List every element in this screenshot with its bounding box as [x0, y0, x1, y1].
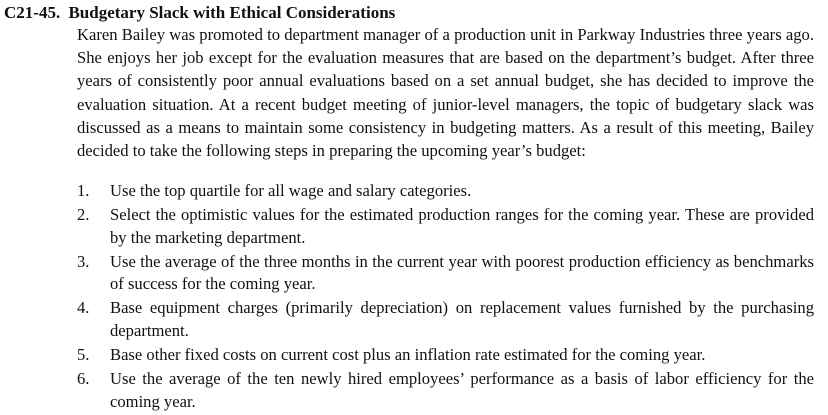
list-item — [77, 204, 814, 249]
list-item-number: 2. — [77, 205, 90, 225]
list-item — [77, 180, 814, 203]
list-item-text: Use the average of the three months in the current year with poorest production efficiency as benchmarks of success for the coming year. — [110, 251, 814, 294]
list-item-number: 1. — [77, 181, 90, 200]
list-item-text: Select the optimistic values for the estimated production ranges for the coming year. These are provided by the marketing department. — [110, 205, 814, 247]
list-item — [77, 297, 814, 342]
list-item-number: 4. — [77, 298, 90, 318]
list-item-number: 6. — [77, 369, 90, 389]
list-item-text: Base other fixed costs on current cost plus an inflation rate estimated for the coming year. — [110, 345, 706, 365]
list-item-number: 5. — [77, 345, 90, 365]
intro-paragraph: Karen Bailey was promoted to department manager of a production unit in Parkway Industries three years ago. She enjoys her job except for the evaluation measures that are based on the department’s budget. After three years of consistently poor annual evaluations based on a set annual budget, she has decided to improve the evaluation situation. At a recent budget meeting of junior-level managers, the topic of budgetary slack was discussed as a means to maintain some consistency in budgeting matters. As a result of this meeting, Bailey decided to take the following steps in preparing the upcoming year’s budget: — [77, 25, 814, 161]
steps-list — [77, 180, 814, 415]
list-item — [77, 251, 814, 296]
case-title: Budgetary Slack with Ethical Considerations — [68, 3, 396, 22]
case-id: C21-45. — [4, 3, 61, 22]
case-heading — [4, 2, 395, 23]
list-item-text: Base equipment charges (primarily depreciation) on replacement values furnished by the purchasing department. — [110, 298, 814, 341]
list-item — [77, 344, 814, 367]
list-item-text: Use the top quartile for all wage and salary categories. — [110, 181, 472, 200]
list-item-text: Use the average of the ten newly hired employees’ performance as a basis of labor efficiency for the coming year. — [110, 369, 814, 411]
list-item-number: 3. — [77, 251, 90, 271]
list-item — [77, 368, 814, 413]
